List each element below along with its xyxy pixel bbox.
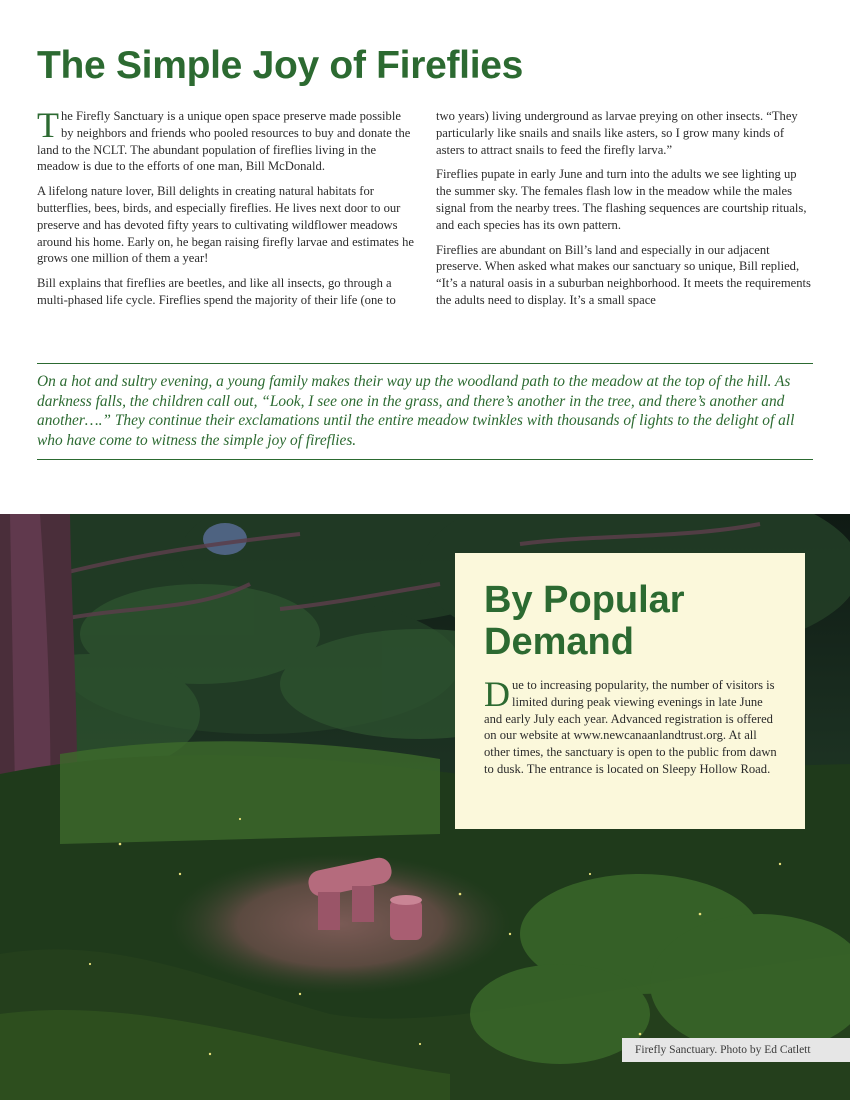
- drop-cap: T: [37, 108, 59, 145]
- pullquote-top-rule: [37, 363, 813, 364]
- sidebar-text: [484, 674, 777, 778]
- paragraph-5: Fireflies are abundant on Bill’s land and especially in our adjacent preserve. When asked what makes our sanctuary so unique, Bill replied, “It’s a natural oasis in a suburban neighborhood. It meets the requirements the adults need to display. It’s a small space: [436, 242, 811, 307]
- photo-caption: Firefly Sanctuary. Photo by Ed Catlett: [622, 1038, 850, 1062]
- paragraph-3: Bill explains that fireflies are beetles, and like all insects, go through a multi-phased life cycle. Fireflies spend the majority of their life (one to two years) living underground as larvae preying on other insects. “They particularly like snails and snails like asters, so I grow many kinds of asters to attract snails to feed the firefly larva.”: [37, 109, 798, 307]
- paragraph-1-text: he Firefly Sanctuary is a unique open space preserve made possible by neighbors and friends who pooled resources to buy and donate the land to the NCLT. The abundant population of fireflies living in the meadow is due to the efforts of one man, Bill McDonald.: [37, 109, 411, 174]
- article-title: The Simple Joy of Fireflies: [37, 44, 524, 87]
- paragraph-4: Fireflies pupate in early June and turn into the adults we see lighting up the summer sky. The females flash low in the meadow while the males signal from the nearby trees. The flashing sequences are courtship rituals, and each species has its own pattern.: [436, 167, 807, 232]
- pullquote: On a hot and sultry evening, a young family makes their way up the woodland path to the meadow at the top of the hill. As darkness falls, the children call out, “Look, I see one in the grass, and there’s another in the tree, and there’s another and another….” They continue their exclamations until the entire meadow twinkles with thousands of lights to the delight of all who have come to witness the simple joy of fireflies.: [37, 373, 795, 449]
- article-body: [37, 108, 813, 328]
- popular-demand-sidebar: [455, 553, 805, 829]
- sidebar-text-body: ue to increasing popularity, the number of visitors is limited during peak viewing evenings in late June and early July each year. Advanced registration is offered on our website at www.newcanaanlandtrust.org. At all other times, the sanctuary is open to the public from dawn to dusk. The entrance is located on Sleepy Hollow Road.: [484, 678, 777, 776]
- pullquote-bottom-rule: [37, 459, 813, 460]
- paragraph-2: A lifelong nature lover, Bill delights in creating natural habitats for butterflies, bees, birds, and especially fireflies. He lives next door to our preserve and has devoted fifty years to cultivating wildflower meadows around his home. Early on, he began raising firefly larvae and estimates he grows one million of them a year!: [37, 184, 414, 266]
- sidebar-title: By Popular Demand: [484, 579, 685, 663]
- paragraph-1: [37, 108, 414, 175]
- sidebar-drop-cap: D: [484, 674, 510, 714]
